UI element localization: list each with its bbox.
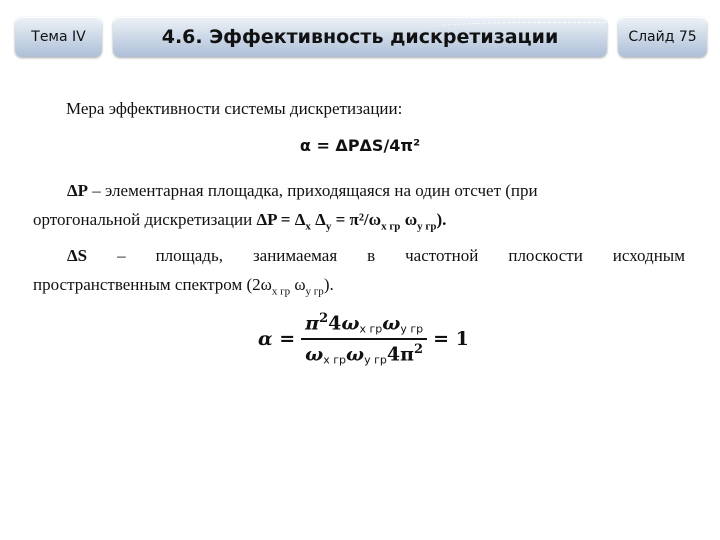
slide-title-tab bbox=[113, 17, 607, 57]
intro-text: Мера эффективности системы дискретизации: bbox=[66, 99, 403, 118]
equation-numerator: $\pi^24\omega_{x гр}\omega_{y гр}$ bbox=[305, 311, 424, 336]
ds-symbol: ΔS bbox=[67, 246, 88, 266]
dp-description-cont: ортогональной дискретизации bbox=[33, 210, 257, 229]
dp-definition-line2 bbox=[33, 205, 685, 241]
definitions-paragraph bbox=[33, 176, 685, 307]
slide-number-tab bbox=[618, 17, 707, 57]
equation-denominator: $\omega_{x гр}\omega_{y гр}4\pi^2$ bbox=[305, 342, 424, 367]
equation-fraction bbox=[301, 311, 427, 367]
slide-title: 4.6. Эффективность дискретизации bbox=[161, 26, 559, 48]
ds-definition-line1 bbox=[33, 241, 685, 270]
equation-rhs: = 1 bbox=[433, 328, 469, 350]
efficiency-formula: α = ΔPΔS/4π² bbox=[299, 136, 421, 155]
efficiency-equation bbox=[258, 304, 469, 374]
dp-formula-part1: $\Delta P = \Delta_x$ $\Delta_y = \pi^2/\omega_{x гр}$ $\omega_{y гр}$). bbox=[256, 210, 447, 233]
ds-definition-line2: пространственным спектром ($2\omega_{x гр}$ $\omega_{y гр}$). bbox=[33, 275, 334, 298]
slide-number: Слайд 75 bbox=[628, 29, 697, 45]
dp-symbol: ΔP bbox=[67, 181, 89, 200]
dp-definition-line1 bbox=[33, 176, 685, 205]
topic-tab bbox=[15, 17, 102, 57]
dp-description: – элементарная площадка, приходящаяся на один отсчет (при bbox=[88, 181, 538, 200]
ds-description: – площадь, занимаемая в частотной плоскости исходным bbox=[87, 246, 685, 266]
topic-label: Тема IV bbox=[31, 29, 86, 45]
equation-lhs: α = bbox=[258, 328, 296, 350]
fraction-bar bbox=[301, 338, 427, 340]
